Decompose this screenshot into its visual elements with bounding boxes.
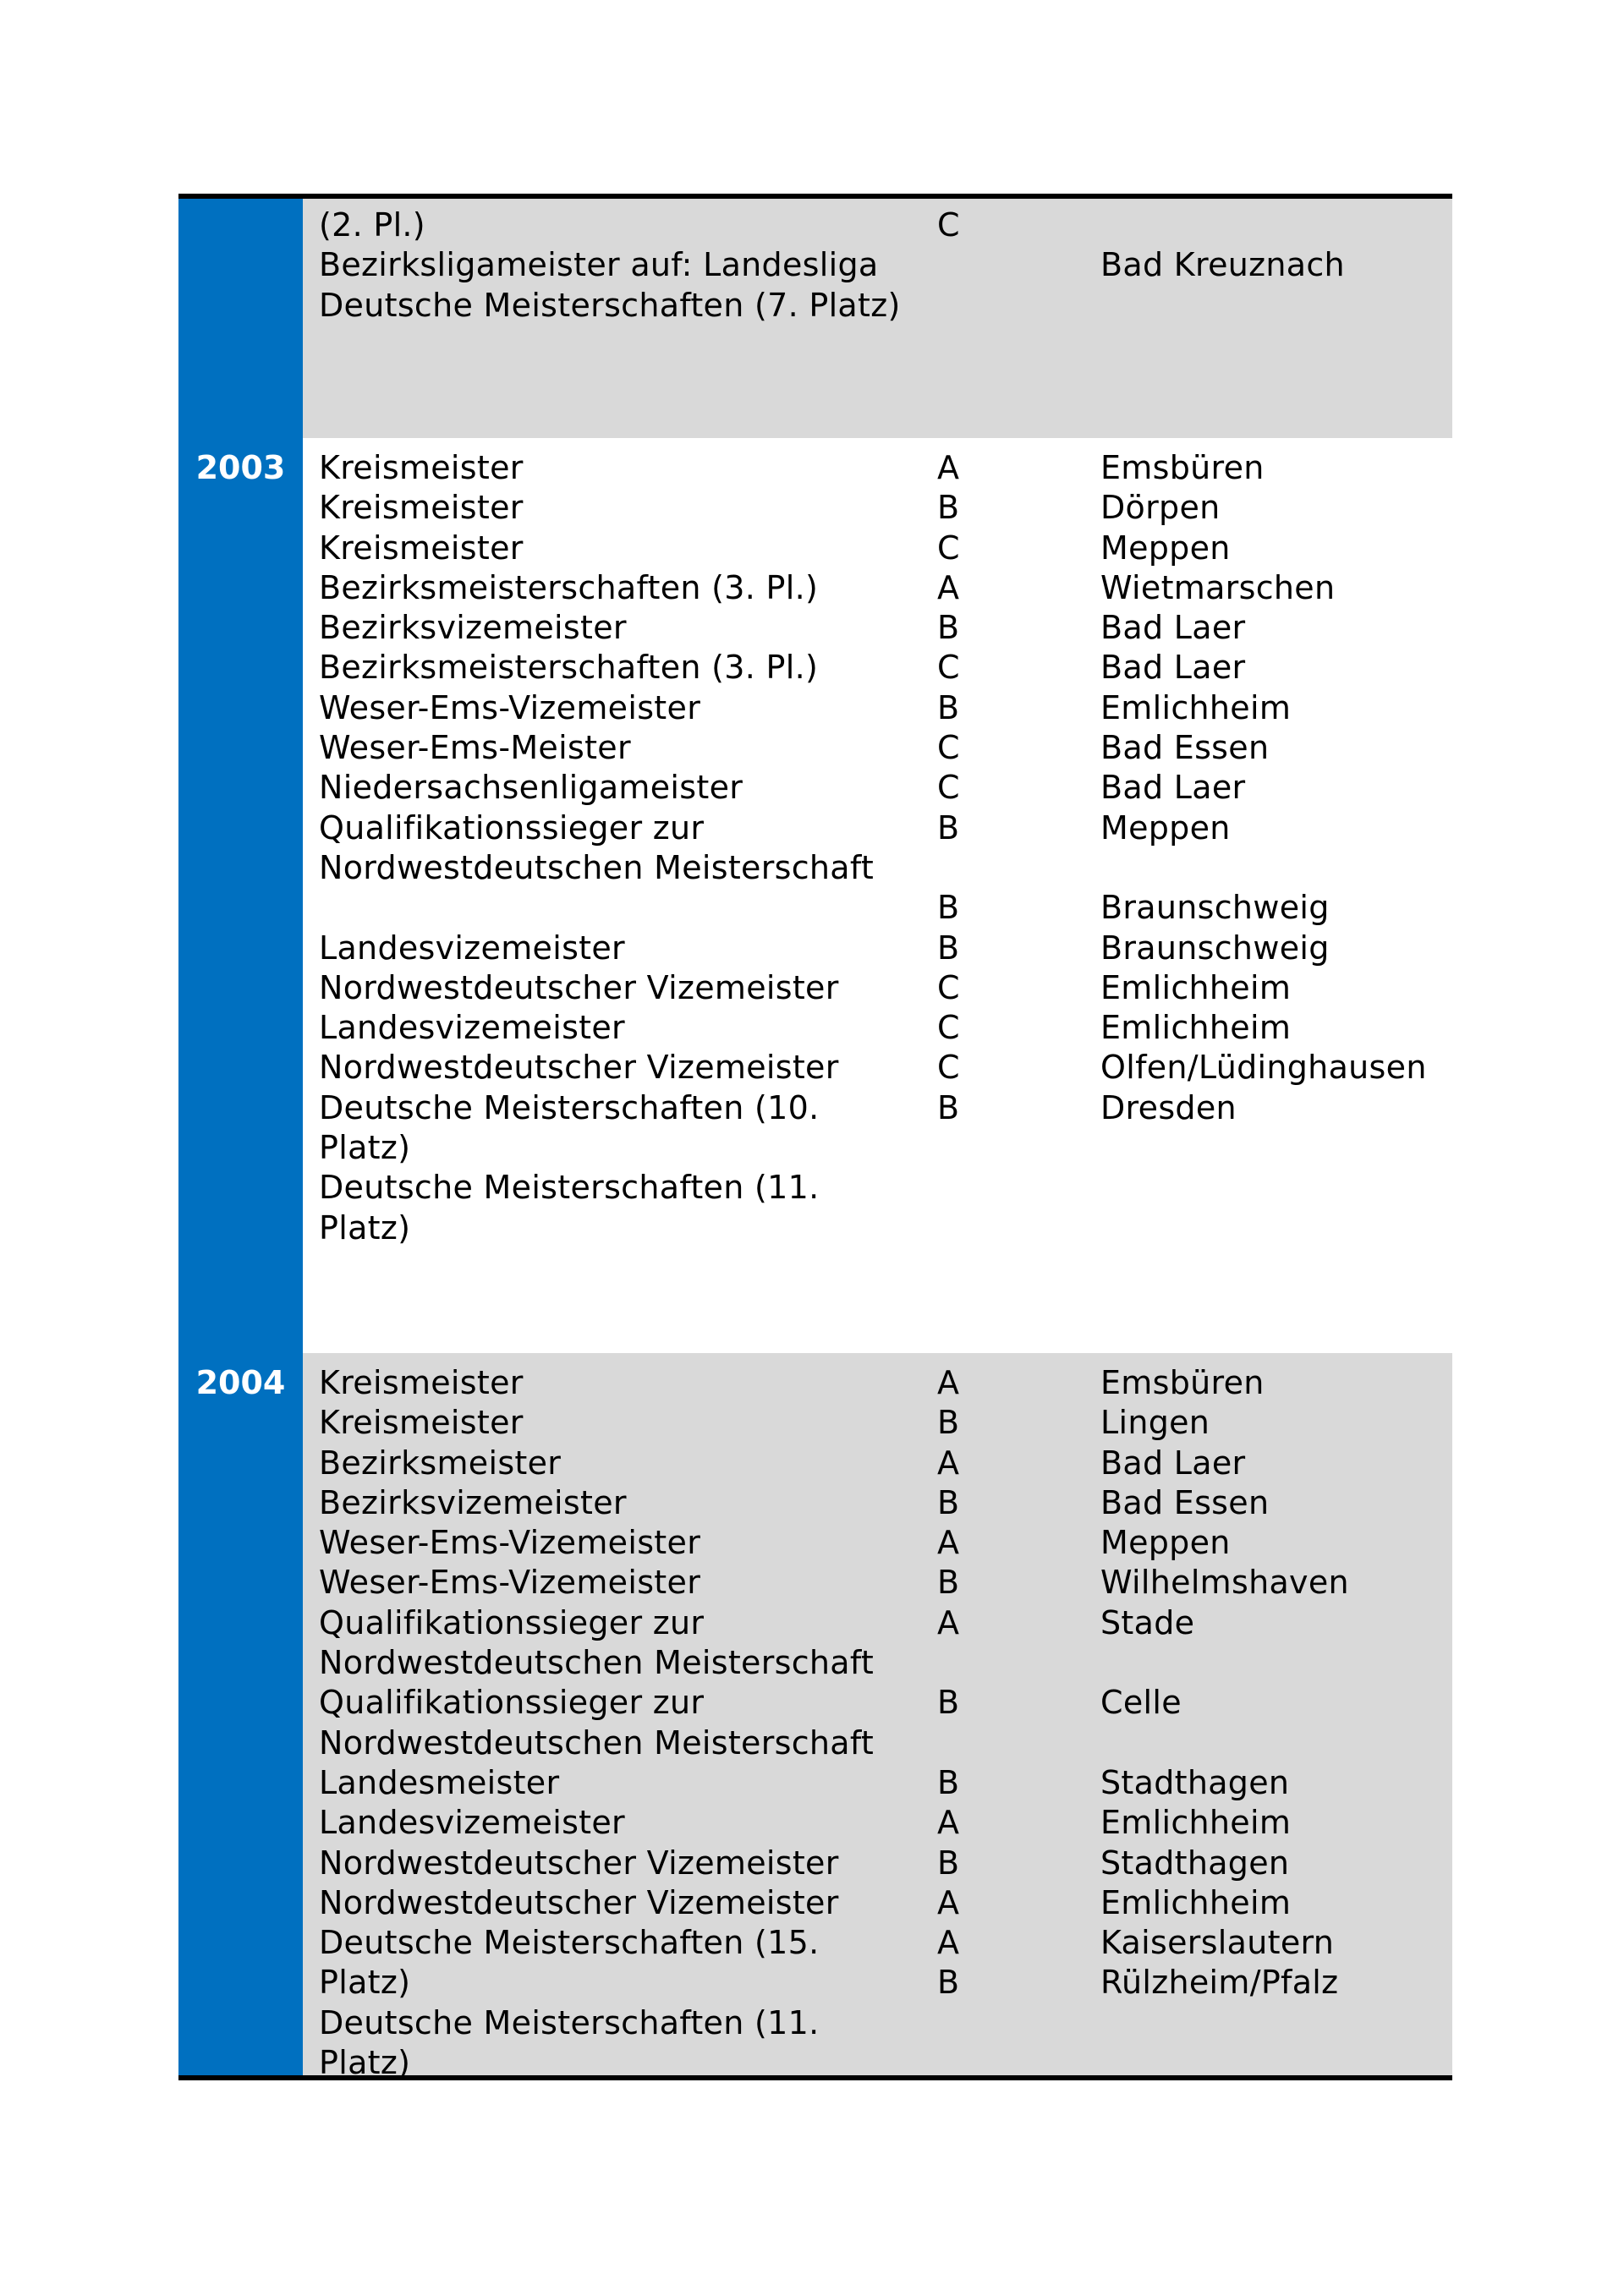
achievement-list: (2. Pl.) Bezirksligameister auf: Landesliga Deutsche Meisterschaften (7. Platz) bbox=[319, 206, 901, 324]
table-row-2003 bbox=[178, 438, 1452, 1353]
location-list: Emsbüren Lingen Bad Laer Bad Essen Meppen Wilhelmshaven Stade Celle Stadthagen Emlichheim Stadthagen Emlichheim Kaiserslautern Rülzheim/Pfalz bbox=[1100, 1364, 1349, 2002]
achievement-list: Kreismeister Kreismeister Bezirksmeister Bezirksvizemeister Weser-Ems-Vizemeister Weser-Ems-Vizemeister Qualifikationssieger zur Nordwestdeutschen Meisterschaft Qualifikationssieger zur Nordwestdeutschen Meisterschaft Landesmeister Landesvizemeister Nordwestdeutscher Vizemeister Nordwestdeutscher Vizemeister Deutsche Meisterschaften (15. Platz) Deutsche Meisterschaften (11. Platz) bbox=[319, 1364, 875, 2082]
class-list: C bbox=[937, 206, 960, 244]
location-list: Emsbüren Dörpen Meppen Wietmarschen Bad Laer Bad Laer Emlichheim Bad Essen Bad Laer Meppen Braunschweig Braunschweig Emlichheim Emlichheim Olfen/Lüdinghausen Dresden bbox=[1100, 449, 1427, 1126]
class-list: A B A B A B A B B A B A A B bbox=[937, 1364, 960, 2002]
row-content bbox=[303, 438, 1452, 1353]
year-cell: 2004 bbox=[178, 1353, 303, 2075]
table-row-continued bbox=[178, 199, 1452, 438]
row-content bbox=[303, 199, 1452, 438]
row-content bbox=[303, 1353, 1452, 2082]
achievement-list: Kreismeister Kreismeister Kreismeister Bezirksmeisterschaften (3. Pl.) Bezirksvizemeister Bezirksmeisterschaften (3. Pl.) Weser-Ems-Vizemeister Weser-Ems-Meister Niedersachsenligameister Qualifikationssieger zur Nordwestdeutschen Meisterschaft Landesvizemeister Nordwestdeutscher Vizemeister Landesvizemeister Nordwestdeutscher Vizemeister Deutsche Meisterschaften (10. Platz) Deutsche Meisterschaften (11. Platz) bbox=[319, 449, 875, 1247]
year-cell bbox=[178, 199, 303, 438]
results-table bbox=[178, 194, 1452, 2080]
location-list: Bad Kreuznach bbox=[1100, 246, 1345, 284]
class-list: A B C A B C B C C B B B C C C B bbox=[937, 449, 960, 1126]
year-cell: 2003 bbox=[178, 438, 303, 1353]
table-row-2004 bbox=[178, 1353, 1452, 2082]
